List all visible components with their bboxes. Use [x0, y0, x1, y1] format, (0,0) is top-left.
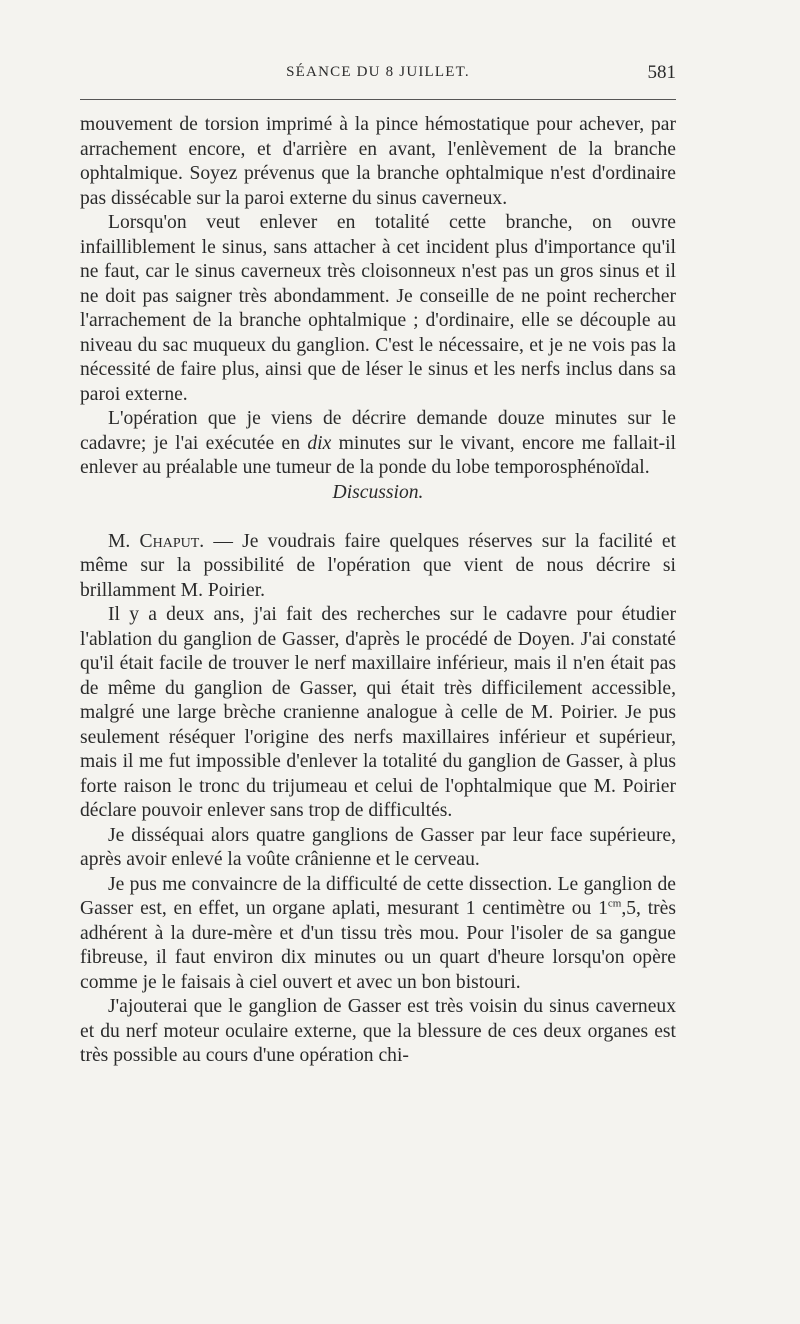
speaker-name: M. Chaput. — [108, 530, 205, 552]
page-number: 581 — [647, 62, 676, 83]
body-text — [80, 113, 676, 1069]
paragraph-1: mouvement de torsion imprimé à la pince hémostatique pour achever, par arrachement encore, et d'arrière en avant, l'enlèvement de la branche ophtalmique. Soyez prévenus que la branche ophtalmique n'est d'ordinaire pas dissécable sur la paroi externe du sinus caverneux. — [80, 114, 676, 209]
paragraph-7-end: ,5, très adhérent à la dure-mère et d'un tissu très mou. Pour l'isoler de sa gangue fibreuse, il faut environ dix minutes ou un quart d'heure lorsqu'on opère comme je le faisais à ciel ouvert et avec un bon bistouri. — [80, 898, 676, 993]
running-title: SÉANCE DU 8 JUILLET. — [286, 64, 470, 80]
running-header — [80, 62, 676, 88]
italic-dix: dix — [307, 432, 332, 454]
unit-superscript: cm — [607, 897, 622, 910]
paragraph-3-end: minutes sur le vivant, encore me fallait-il enlever au préalable une tumeur de la ponde du lobe temporosphénoïdal. — [80, 432, 676, 478]
paragraph-8: J'ajouterai que le ganglion de Gasser est très voisin du sinus caverneux et du nerf moteur oculaire externe, que la blessure de ces deux organes est très possible au cours d'une opération chi- — [80, 996, 676, 1066]
paragraph-7-start: Je pus me convaincre de la difficulté de cette dissection. Le ganglion de Gasser est, en effet, un organe aplati, mesurant 1 centimètre ou 1 — [80, 873, 676, 919]
paragraph-3-start: L'opération que je viens de décrire demande douze minutes sur le cadavre; je l'ai exécutée en — [80, 408, 676, 454]
discussion-heading: Discussion. — [332, 481, 424, 503]
paragraph-7 — [80, 873, 676, 996]
paragraph-2: Lorsqu'on veut enlever en totalité cette branche, on ouvre infailliblement le sinus, sans attacher à cet incident plus d'importance qu'il ne faut, car le sinus caverneux très cloisonneux n'est pas un gros sinus et il ne doit pas saigner très abondamment. Je conseille de ne point rechercher l'arrachement de la branche ophtalmique ; d'ordinaire, elle se découple au niveau du sac muqueux du ganglion. C'est le nécessaire, et je ne vois pas la nécessité de faire plus, ainsi que de léser le sinus et les nerfs inclus dans sa paroi externe. — [80, 212, 676, 405]
paragraph-4 — [80, 530, 676, 604]
paragraph-6: Je disséquai alors quatre ganglions de Gasser par leur face supérieure, après avoir enlevé la voûte crânienne et le cerveau. — [80, 824, 676, 870]
header-rule — [80, 99, 676, 100]
paragraph-3 — [80, 407, 676, 481]
paragraph-5: Il y a deux ans, j'ai fait des recherches sur le cadavre pour étudier l'ablation du ganglion de Gasser, d'après le procédé de Doyen. J'ai constaté qu'il était facile de trouver le nerf maxillaire inférieur, mais il n'en était pas de même du ganglion de Gasser, qui était très difficilement accessible, malgré une large brèche cranienne analogue à celle de M. Poirier. Je pus seulement réséquer l'origine des nerfs maxillaires inférieur et supérieur, mais il me fut impossible d'enlever la totalité du ganglion de Gasser, à plus forte raison le tronc du trijumeau et celui de l'ophtalmique que M. Poirier déclare pouvoir enlever sans trop de difficultés. — [80, 604, 676, 821]
paragraph-4-text: — Je voudrais faire quelques réserves sur la facilité et même sur la possibilité de l'opération que vient de nous décrire si brillamment M. Poirier. — [80, 530, 677, 601]
